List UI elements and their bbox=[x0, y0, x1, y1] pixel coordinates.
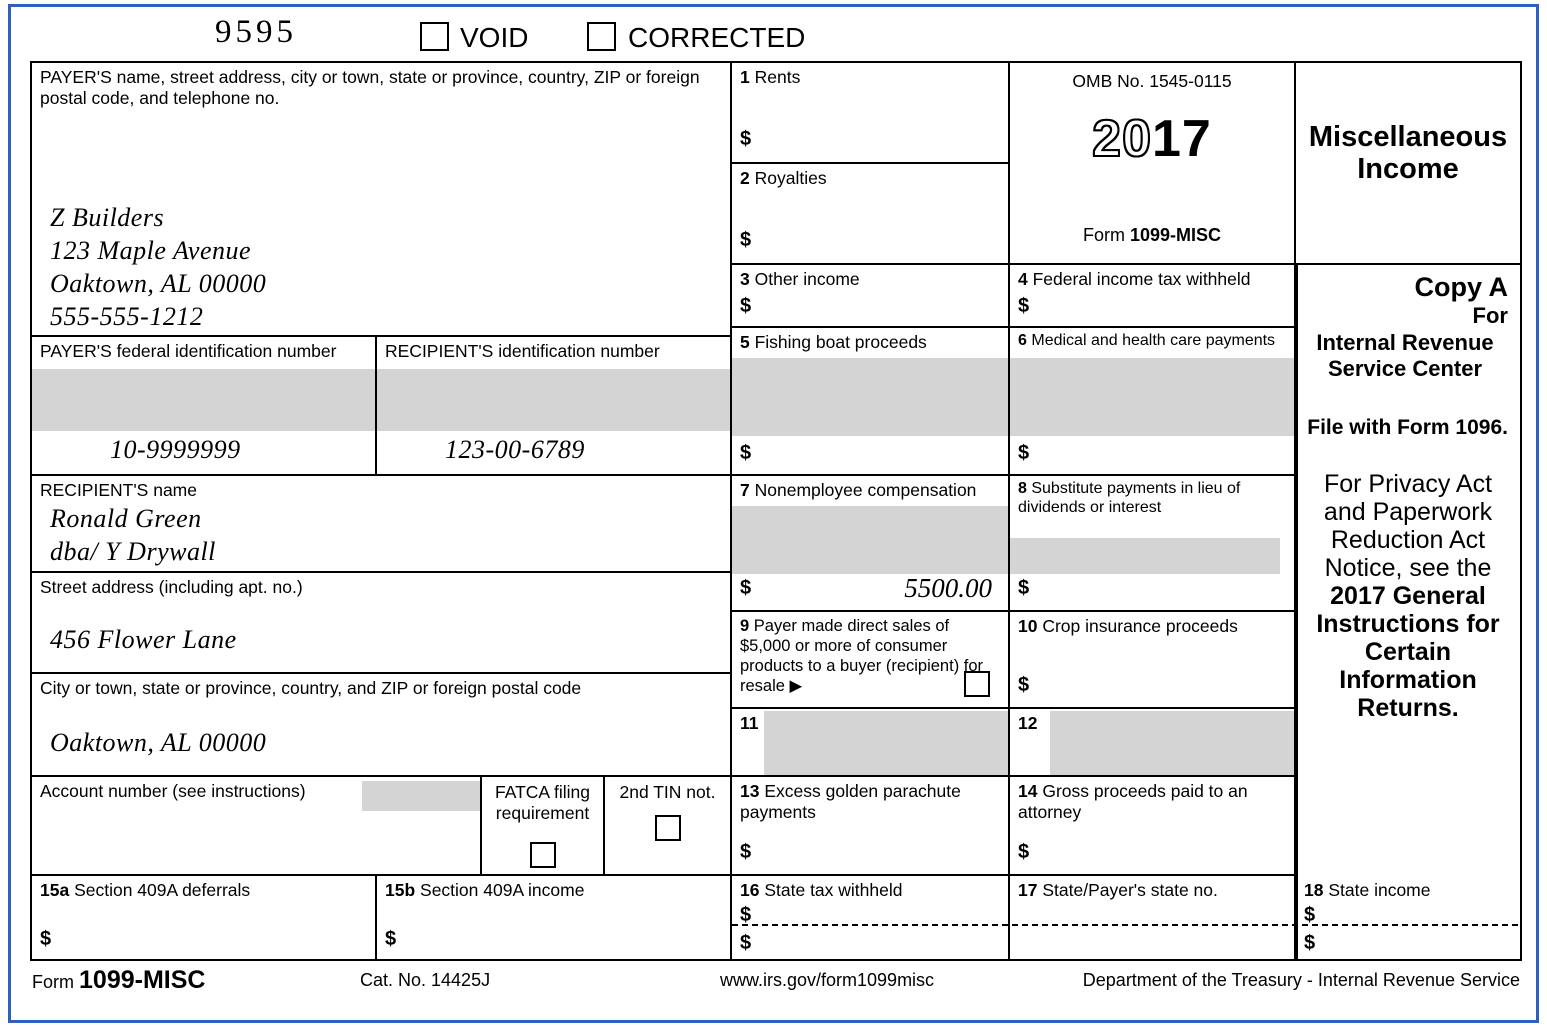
box-9-number: 9 bbox=[740, 617, 750, 635]
box-14-number: 14 bbox=[1018, 781, 1038, 801]
payer-name: Z Builders bbox=[50, 203, 165, 232]
form-footer bbox=[30, 964, 1522, 1004]
box-16-dollar-sign-1: $ bbox=[740, 904, 752, 926]
box-18-dollar-sign-1: $ bbox=[1304, 904, 1316, 926]
form-number-handwritten: 9595 bbox=[215, 14, 297, 50]
void-label: VOID bbox=[460, 22, 529, 53]
tax-year bbox=[1010, 109, 1294, 169]
box-13-dollar-sign: $ bbox=[740, 841, 752, 863]
form-title-block bbox=[1296, 63, 1520, 265]
box-6-dollar-sign: $ bbox=[1018, 442, 1030, 464]
recipient-name[interactable]: Ronald Green bbox=[50, 504, 202, 533]
box-3-other-income bbox=[732, 265, 1010, 328]
form-title-line1: Miscellaneous bbox=[1308, 121, 1508, 153]
box-14-label: Gross proceeds paid to an attorney bbox=[1018, 781, 1248, 822]
box-14-attorney-proceeds bbox=[1010, 777, 1296, 876]
box-2-royalties bbox=[732, 164, 1010, 265]
footer-form-designation bbox=[32, 966, 205, 995]
fatca-filing-block bbox=[482, 777, 605, 876]
box-3-number: 3 bbox=[740, 269, 750, 289]
box-4-federal-tax-withheld bbox=[1010, 265, 1296, 328]
corrected-label: CORRECTED bbox=[628, 22, 806, 53]
box-16-number: 16 bbox=[740, 880, 760, 900]
box-15b-409a-income bbox=[377, 876, 732, 959]
box-15b-label: Section 409A income bbox=[420, 880, 585, 900]
box-8-shading bbox=[1010, 538, 1280, 574]
box-5-shading bbox=[732, 358, 1008, 436]
copy-a-label: Copy A bbox=[1414, 272, 1508, 302]
account-number-block bbox=[32, 777, 482, 876]
footer-url[interactable]: www.irs.gov/form1099misc bbox=[720, 970, 935, 990]
recipient-tin-value[interactable]: 123-00-6789 bbox=[445, 435, 585, 464]
box-15a-label: Section 409A deferrals bbox=[74, 880, 251, 900]
fatca-label-line1: FATCA filing bbox=[495, 782, 590, 802]
box-8-number: 8 bbox=[1018, 480, 1027, 497]
second-tin-checkbox[interactable] bbox=[655, 815, 681, 841]
box-15a-number: 15a bbox=[40, 880, 70, 900]
box-17-number: 17 bbox=[1018, 880, 1038, 900]
omb-number: OMB No. 1545-0115 bbox=[1072, 71, 1232, 91]
privacy-act-block bbox=[1296, 462, 1520, 784]
box-5-label: Fishing boat proceeds bbox=[754, 332, 927, 352]
form-designation bbox=[1010, 225, 1294, 246]
box-5-dollar-sign: $ bbox=[740, 442, 752, 464]
copy-a-irs-line1: Internal Revenue bbox=[1316, 329, 1494, 355]
recipient-city-label: City or town, state or province, country, and ZIP or foreign postal code bbox=[40, 678, 582, 698]
box-10-crop-insurance bbox=[1010, 612, 1296, 709]
recipient-city[interactable]: Oaktown, AL 00000 bbox=[50, 728, 267, 757]
box-18-state-income bbox=[1296, 876, 1520, 959]
fatca-label-line2: requirement bbox=[495, 803, 590, 823]
box-11-shading bbox=[764, 711, 1008, 775]
payer-tin-shading bbox=[32, 369, 375, 431]
payer-phone: 555-555-1212 bbox=[50, 302, 204, 331]
recipient-name-block bbox=[32, 476, 732, 573]
recipient-name-label: RECIPIENT'S name bbox=[40, 480, 197, 500]
second-tin-label: 2nd TIN not. bbox=[619, 782, 716, 802]
box-11-number: 11 bbox=[740, 713, 759, 733]
right-column-divider bbox=[1296, 265, 1298, 959]
account-number-label: Account number (see instructions) bbox=[40, 781, 306, 801]
form-title-line2: Income bbox=[1357, 153, 1459, 186]
box-16-label: State tax withheld bbox=[764, 880, 903, 900]
copy-a-irs-line2: Service Center bbox=[1327, 356, 1483, 382]
box-18-number: 18 bbox=[1304, 880, 1324, 900]
box-4-number: 4 bbox=[1018, 269, 1028, 289]
box-6-shading bbox=[1010, 358, 1294, 436]
box-9-label: Payer made direct sales of $5,000 or more of consumer products to a buyer (recipient) for resale ▶ bbox=[740, 617, 984, 696]
box-6-number: 6 bbox=[1018, 332, 1027, 349]
box-2-label: Royalties bbox=[754, 168, 827, 188]
box-5-fishing-boat-proceeds bbox=[732, 328, 1010, 476]
box-5-number: 5 bbox=[740, 332, 750, 352]
year-suffix: 17 bbox=[1152, 110, 1212, 168]
footer-department: Department of the Treasury - Internal Revenue Service bbox=[1082, 970, 1520, 990]
box-18-label: State income bbox=[1328, 880, 1431, 900]
form-header-row bbox=[30, 14, 1522, 60]
state-row-separator bbox=[732, 924, 1518, 926]
box-13-number: 13 bbox=[740, 781, 760, 801]
box-14-dollar-sign: $ bbox=[1018, 841, 1030, 863]
box-17-state-payer-number bbox=[1010, 876, 1296, 959]
box-7-label: Nonemployee compensation bbox=[754, 480, 977, 500]
box-8-dollar-sign: $ bbox=[1018, 577, 1030, 599]
box-2-number: 2 bbox=[740, 168, 750, 188]
corrected-checkbox[interactable] bbox=[587, 22, 616, 51]
payer-block bbox=[32, 63, 732, 337]
box-3-label: Other income bbox=[754, 269, 860, 289]
copy-a-block bbox=[1296, 265, 1520, 462]
footer-catalog-number: Cat. No. 14425J bbox=[360, 970, 491, 990]
box-15b-dollar-sign: $ bbox=[385, 928, 397, 950]
privacy-notice-plain: For Privacy Act and Paperwork Reduction Act Notice, see the bbox=[1323, 470, 1493, 582]
file-with-1096: File with Form 1096. bbox=[1307, 415, 1508, 439]
box-10-label: Crop insurance proceeds bbox=[1042, 616, 1238, 636]
form-word: Form bbox=[1082, 225, 1125, 245]
footer-form-word: Form bbox=[32, 972, 74, 992]
box-7-dollar-sign: $ bbox=[740, 577, 752, 599]
box-16-dollar-sign-2: $ bbox=[740, 932, 752, 954]
box-8-label: Substitute payments in lieu of dividends or interest bbox=[1018, 480, 1241, 516]
recipient-street-label: Street address (including apt. no.) bbox=[40, 577, 303, 597]
box-16-state-tax-withheld bbox=[732, 876, 1010, 959]
box-1-dollar-sign: $ bbox=[740, 128, 752, 150]
footer-form-value: 1099-MISC bbox=[79, 966, 206, 994]
box-17-label: State/Payer's state no. bbox=[1042, 880, 1218, 900]
recipient-city-block bbox=[32, 674, 732, 777]
omb-year-block bbox=[1010, 63, 1296, 265]
box-4-dollar-sign: $ bbox=[1018, 295, 1030, 317]
form-grid bbox=[30, 61, 1522, 961]
box-7-shading bbox=[732, 506, 1008, 574]
privacy-notice-bold: 2017 General Instructions for Certain Information Returns. bbox=[1316, 582, 1500, 722]
recipient-tin-shading bbox=[377, 369, 730, 431]
box-9-direct-sales bbox=[732, 612, 1010, 709]
box-7-nonemployee-compensation bbox=[732, 476, 1010, 612]
box-12-shading bbox=[1050, 711, 1294, 775]
account-number-shading[interactable] bbox=[362, 781, 480, 811]
box-12-number: 12 bbox=[1018, 713, 1038, 733]
payer-street: 123 Maple Avenue bbox=[50, 236, 252, 265]
fatca-checkbox[interactable] bbox=[530, 842, 556, 868]
box-12 bbox=[1010, 709, 1296, 777]
recipient-street-block bbox=[32, 573, 732, 674]
form-body bbox=[30, 14, 1522, 1004]
box-15a-409a-deferrals bbox=[32, 876, 377, 959]
box-4-label: Federal income tax withheld bbox=[1032, 269, 1251, 289]
box-11 bbox=[732, 709, 1010, 777]
box-10-dollar-sign: $ bbox=[1018, 674, 1030, 696]
payer-tin-label: PAYER'S federal identification number bbox=[40, 341, 337, 361]
box-10-number: 10 bbox=[1018, 616, 1038, 636]
recipient-tin-block bbox=[377, 337, 732, 476]
box-1-number: 1 bbox=[740, 67, 750, 87]
box-1-label: Rents bbox=[754, 67, 801, 87]
box-6-medical-health-care bbox=[1010, 328, 1296, 476]
year-prefix: 20 bbox=[1092, 110, 1152, 168]
payer-tin-block bbox=[32, 337, 377, 476]
box-15a-dollar-sign: $ bbox=[40, 928, 52, 950]
copy-a-for: For bbox=[1472, 303, 1508, 329]
box-9-checkbox[interactable] bbox=[964, 671, 990, 697]
second-tin-notice-block bbox=[605, 777, 732, 876]
box-18-dollar-sign-2: $ bbox=[1304, 932, 1316, 954]
payer-tin-value[interactable]: 10-9999999 bbox=[110, 435, 241, 464]
box-8-substitute-payments bbox=[1010, 476, 1296, 612]
box-3-dollar-sign: $ bbox=[740, 295, 752, 317]
payer-city-state-zip: Oaktown, AL 00000 bbox=[50, 269, 267, 298]
box-7-number: 7 bbox=[740, 480, 750, 500]
recipient-street[interactable]: 456 Flower Lane bbox=[50, 625, 237, 654]
box-13-label: Excess golden parachute payments bbox=[740, 781, 961, 822]
box-6-label: Medical and health care payments bbox=[1031, 332, 1276, 349]
box-15b-number: 15b bbox=[385, 880, 416, 900]
box-7-value[interactable]: 5500.00 bbox=[904, 573, 992, 603]
form-value: 1099-MISC bbox=[1129, 225, 1222, 245]
box-1-rents bbox=[732, 63, 1010, 164]
void-checkbox[interactable] bbox=[420, 22, 449, 51]
recipient-tin-label: RECIPIENT'S identification number bbox=[385, 341, 660, 361]
box-2-dollar-sign: $ bbox=[740, 229, 752, 251]
payer-label: PAYER'S name, street address, city or town, state or province, country, ZIP or foreign postal code, and telephone no. bbox=[40, 67, 700, 108]
box-13-golden-parachute bbox=[732, 777, 1010, 876]
recipient-dba[interactable]: dba/ Y Drywall bbox=[50, 537, 216, 566]
privacy-notice bbox=[1304, 470, 1512, 722]
